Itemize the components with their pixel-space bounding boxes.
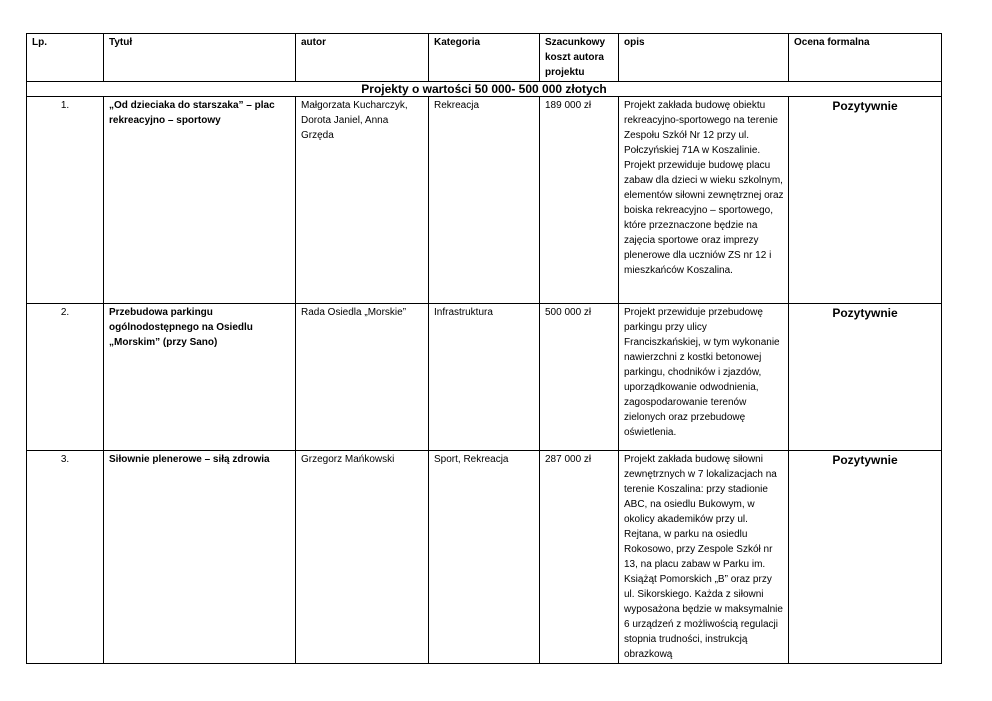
section-title: Projekty o wartości 50 000- 500 000 złotych bbox=[27, 82, 942, 97]
row-cost: 189 000 zł bbox=[540, 97, 619, 304]
row-rating: Pozytywnie bbox=[789, 97, 942, 304]
row-description: Projekt zakłada budowę siłowni zewnętrznych w 7 lokalizacjach na terenie Koszalina: przy stadionie ABC, na osiedlu Bukowym, w okolicy akademików przy ul. Rejtana, w parku na osiedlu Rokosowo, przy Zespole Szkół nr 13, na placu zabaw w Parku im. Książąt Pomorskich „B” oraz przy ul. Sikorskiego. Każda z siłowni wyposażona będzie w maksymalnie 6 urządzeń z możliwością regulacji stopnia trudności, instrukcją obrazkową bbox=[619, 451, 789, 664]
header-description: opis bbox=[619, 34, 789, 82]
row-cost: 500 000 zł bbox=[540, 304, 619, 451]
row-author: Grzegorz Mańkowski bbox=[296, 451, 429, 664]
row-category: Infrastruktura bbox=[429, 304, 540, 451]
row-cost: 287 000 zł bbox=[540, 451, 619, 664]
header-title: Tytuł bbox=[104, 34, 296, 82]
row-description: Projekt przewiduje przebudowę parkingu przy ulicy Franciszkańskiej, w tym wykonanie nawierzchni z kostki betonowej parkingu, chodników i zjazdów, uporządkowanie odwodnienia, zagospodarowanie terenów zielonych oraz przebudowę oświetlenia. bbox=[619, 304, 789, 451]
header-category: Kategoria bbox=[429, 34, 540, 82]
section-row bbox=[27, 82, 942, 97]
header-row bbox=[27, 34, 942, 82]
table-row bbox=[27, 304, 942, 451]
row-title: Przebudowa parkingu ogólnodostępnego na Osiedlu „Morskim” (przy Sano) bbox=[104, 304, 296, 451]
row-rating: Pozytywnie bbox=[789, 451, 942, 664]
row-description: Projekt zakłada budowę obiektu rekreacyjno-sportowego na terenie Zespołu Szkół Nr 12 przy ul. Połczyńskiej 71A w Koszalinie. Projekt przewiduje budowę placu zabaw dla dzieci w wieku szkolnym, elementów siłowni zewnętrznej oraz boiska rekreacyjno – sportowego, które przeznaczone będzie na zajęcia sportowe oraz imprezy plenerowe dla uczniów ZS nr 12 i mieszkańców Koszalina. bbox=[619, 97, 789, 304]
row-rating: Pozytywnie bbox=[789, 304, 942, 451]
row-title: „Od dzieciaka do starszaka” – plac rekreacyjno – sportowy bbox=[104, 97, 296, 304]
row-author: Małgorzata Kucharczyk, Dorota Janiel, Anna Grzęda bbox=[296, 97, 429, 304]
header-lp: Lp. bbox=[27, 34, 104, 82]
header-rating: Ocena formalna bbox=[789, 34, 942, 82]
row-category: Sport, Rekreacja bbox=[429, 451, 540, 664]
row-lp: 2. bbox=[27, 304, 104, 451]
row-lp: 3. bbox=[27, 451, 104, 664]
row-title: Siłownie plenerowe – siłą zdrowia bbox=[104, 451, 296, 664]
projects-table bbox=[26, 33, 942, 664]
row-lp: 1. bbox=[27, 97, 104, 304]
row-author: Rada Osiedla „Morskie” bbox=[296, 304, 429, 451]
row-category: Rekreacja bbox=[429, 97, 540, 304]
header-cost: Szacunkowy koszt autora projektu bbox=[540, 34, 619, 82]
table-row bbox=[27, 97, 942, 304]
header-author: autor bbox=[296, 34, 429, 82]
table-row bbox=[27, 451, 942, 664]
